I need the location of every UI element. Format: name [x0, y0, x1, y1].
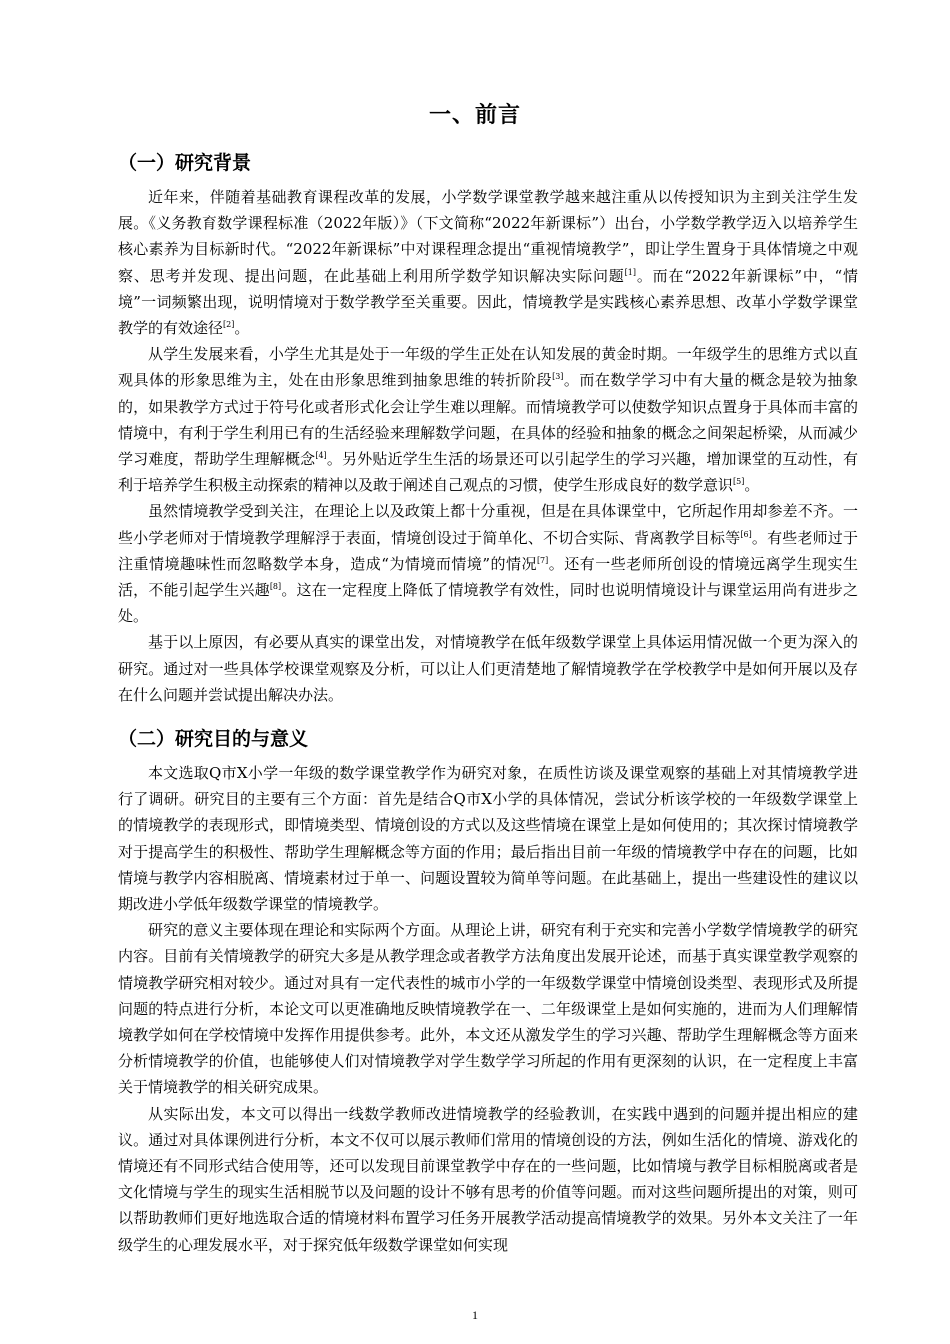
citation-marker: [5] [733, 477, 745, 487]
citation-marker: [3] [552, 372, 564, 382]
paragraph-text: 从实际出发，本文可以得出一线数学教师改进情境教学的经验教训，在实践中遇到的问题并提出相应的建议。通过对具体课例进行分析，本文不仅可以展示教师们常用的情境创设的方法，例如生活化的情境、游戏化的情境还有不同形式结合使用等，还可以发现目前课堂教学中存在的一些问题，比如情境与教学目标相脱离或者是文化情境与学生的现实生活相脱节以及问题的设计不够有思考的价值等问题。而对这些问题所提出的对策，则可以帮助教师们更好地选取合适的情境材料布置学习任务开展教学活动提高情境教学的效果。另外本文关注了一年级学生的心理发展水平，对于探究低年级数学课堂如何实现 [118, 1104, 858, 1254]
paragraph-text: 。 [744, 476, 760, 495]
section-research-background [118, 146, 858, 708]
paragraph-text: 。而在数学学习中有大量的概念是较为抽象的，如果教学方式过于符号化或者形式化会让学生难以理解。而情境教学可以使数学知识点置身于具体而丰富的情境中，有利于学生利用已有的生活经验来理解数学问题，在具体的经验和抽象的概念之间架起桥梁，从而减少学习难度，帮助学生理解概念 [118, 371, 858, 469]
paragraph-text: 。 [234, 319, 250, 338]
paragraph [118, 629, 858, 708]
section-title: （一）研究背景 [118, 152, 252, 174]
paragraph [118, 760, 858, 917]
citation-marker: [7] [536, 555, 549, 565]
paragraph-text: 近年来，伴随着基础教育课程改革的发展，小学数学课堂教学越来越注重从以传授知识为主到关注学生发展。《义务教育数学课程标准（2022年版）》（下文简称“2022年新课标”）出台，小学数学教学迈入以培养学生核心素养为目标新时代。“2022年新课标”中对课程理念提出“重视情境教学”，即让学生置身于具体情境之中观察、思考并发现、提出问题，在此基础上利用所学数学知识解决实际问题 [118, 188, 858, 285]
paragraph-text: 。有些老师过于注重情境趣味性而忽略数学本身，造成“为情境而情境”的情况 [118, 528, 858, 573]
paragraph [118, 341, 858, 498]
section-title: （二）研究目的与意义 [118, 728, 309, 750]
chapter-title: 一、前言 [428, 103, 521, 128]
paragraph-text: 。而在“2022年新课标”中，“情境”一词频繁出现，说明情境对于数学教学至关重要。因此，情境教学是实践核心素养思想、改革小学数学课堂教学的有效途径 [118, 266, 858, 338]
paragraph [118, 1101, 858, 1258]
paragraph [118, 498, 858, 629]
paragraph-text: 基于以上原因，有必要从真实的课堂出发，对情境教学在低年级数学课堂上具体运用情况做一个更为深入的研究。通过对一些具体学校课堂观察及分析，可以让人们更清楚地了解情境教学在学校教学中是如何开展以及存在什么问题并尝试提出解决办法。 [118, 633, 858, 704]
citation-marker: [1] [624, 267, 636, 277]
paragraph [118, 184, 858, 341]
paragraph [118, 917, 858, 1100]
paragraph-text: 。这在一定程度上降低了情境教学有效性，同时也说明情境设计与课堂运用尚有进步之处。 [118, 581, 858, 626]
paragraph-text: 虽然情境教学受到关注，在理论上以及政策上都十分重视，但是在具体课堂中，它所起作用却参差不齐。一些小学老师对于情境教学理解浮于表面，情境创设过于简单化、不切合实际、背离教学目标等 [118, 502, 858, 547]
paragraph-text: 。还有一些老师所创设的情境远离学生现实生活，不能引起学生兴趣 [118, 554, 858, 600]
paragraph-text: 。另外贴近学生生活的场景还可以引起学生的学习兴趣，增加课堂的互动性，有利于培养学生积极主动探索的精神以及敢于阐述自己观点的习惯，使学生形成良好的数学意识 [118, 450, 858, 495]
citation-marker: [6] [740, 529, 752, 539]
citation-marker: [2] [223, 320, 235, 330]
citation-marker: [4] [315, 451, 327, 461]
paragraph-text: 本文选取Q市X小学一年级的数学课堂教学作为研究对象，在质性访谈及课堂观察的基础上对其情境教学进行了调研。研究目的主要有三个方面：首先是结合Q市X小学的具体情况，尝试分析该学校的一年级数学课堂上的情境教学的表现形式，即情境类型、情境创设的方式以及这些情境在课堂上是如何使用的；其次探讨情境教学对于提高学生的积极性、帮助学生理解概念等方面的作用；最后指出目前一年级的情境教学中存在的问题，比如情境与教学内容相脱离、情境素材过于单一、问题设置较为简单等问题。在此基础上，提出一些建设性的建议以期改进小学低年级数学课堂的情境教学。 [118, 764, 858, 914]
section-research-purpose [118, 722, 858, 1258]
paragraph-text: 研究的意义主要体现在理论和实际两个方面。从理论上讲，研究有利于充实和完善小学数学情境教学的研究内容。目前有关情境教学的研究大多是从教学理念或者教学方法角度出发展开论述，而基于真实课堂教学观察的情境教学研究相对较少。通过对具有一定代表性的城市小学的一年级数学课堂中情境创设类型、表现形式及所提问题的特点进行分析，本论文可以更准确地反映情境教学在一、二年级课堂上是如何实施的，进而为人们理解情境教学如何在学校情境中发挥作用提供参考。此外，本文还从激发学生的学习兴趣、帮助学生理解概念等方面来分析情境教学的价值，也能够使人们对情境教学对学生数学学习所起的作用有更深刻的认识，在一定程度上丰富关于情境教学的相关研究成果。 [118, 921, 858, 1097]
citation-marker: [8] [269, 582, 282, 592]
page-number: 1 [472, 1308, 478, 1322]
paragraph-text: 从学生发展来看，小学生尤其是处于一年级的学生正处在认知发展的黄金时期。一年级学生的思维方式以直观具体的形象思维为主，处在由形象思维到抽象思维的转折阶段 [118, 345, 858, 390]
